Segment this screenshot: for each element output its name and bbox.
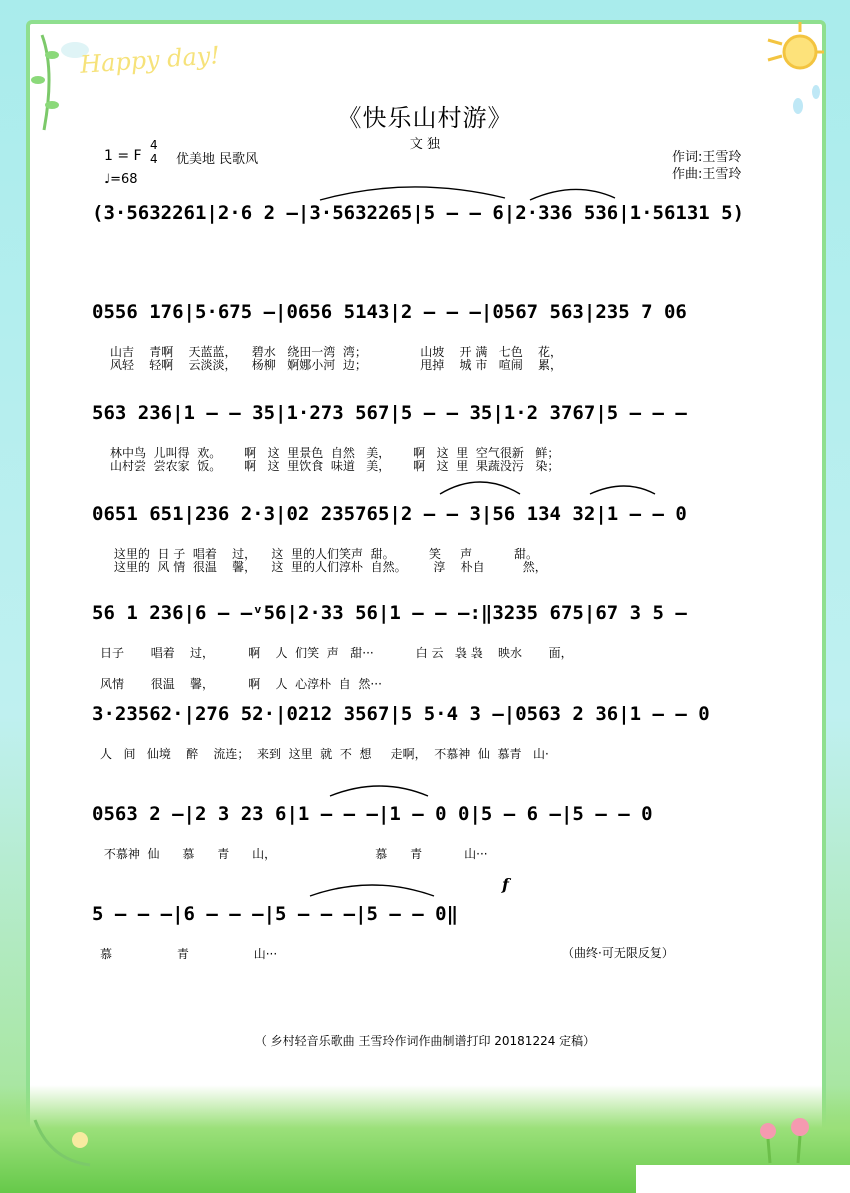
lyric-line: 山吉 青啊 天蓝蓝， 碧水 绕田一湾 湾； 山坡 开 满 七色 花， [110,345,563,359]
notation-line: 0651 651|236 2·3|02 235765|2 – – 3|56 134 32|1 – – 0 [92,503,687,525]
lyric-line: 林中鸟 儿叫得 欢。 啊 这 里景色 自然 美， 啊 这 里 空气很新 鲜； [110,446,560,460]
tempo-value: =68 [110,172,138,187]
notation-line: 56 1 236|6 – –ᵛ56|2·33 56|1 – – –:‖3235 675|67 3 5 – [92,602,687,624]
lyric-line: 不慕神 仙 慕 青 山， 慕 青 山··· [100,847,488,861]
bottom-edge [636,1165,850,1193]
notation-line: 3·23562·|276 52·|0212 3567|5 5·4 3 –|0563 2 36|1 – – 0 [92,703,710,725]
performance-type: 文 独 [409,137,441,152]
quarter-note-icon: ♩ [104,172,111,187]
time-signature [150,138,158,166]
key-signature: 1 = F [104,148,142,164]
corner-vine-icon [30,1110,100,1170]
lyric-line: 这里的 风 情 很温 馨， 这 里的人们淳朴 自然。 淳 朴自 然， [110,560,547,574]
dynamic-forte: f [502,875,509,894]
notation-line: 0556 176|5·675 –|0656 5143|2 – – –|0567 563|235 7 06 [92,301,687,323]
footer-note: （ 乡村轻音乐歌曲 王雪玲作词作曲制谱打印 20181224 定稿） [254,1034,596,1048]
notation-line: (3·5632261|2·6 2 –|3·5632265|5 – – 6|2·336 536|1·56131 5) [92,202,745,224]
lyric-line: 日子 唱着 过， 啊 人 们笑 声 甜··· 白 云 袅 袅 映水 面， [100,646,573,660]
end-note: （曲终·可无限反复） [562,946,674,960]
notation-line: 0563 2 –|2 3 23 6|1 – – –|1 – 0 0|5 – 6 –|5 – – 0 [92,803,653,825]
happy-day-text: Happy day! [79,41,221,79]
time-numerator: 4 [150,138,158,152]
score-sheet [26,20,826,1170]
song-title: 《快乐山村游》 [337,104,513,132]
time-denominator: 4 [150,152,158,166]
lyric-line: 风轻 轻啊 云淡淡， 杨柳 婀娜小河 边； 甩掉 城 市 喧闹 累， [110,358,563,372]
notation-line: 5 – – –|6 – – –|5 – – –|5 – – 0‖ [92,903,459,925]
tempo-marking [104,172,138,187]
lyric-line: 风情 很温 馨， 啊 人 心淳朴 自 然··· [100,677,382,691]
flowers-icon [752,1115,822,1165]
lyric-line: 山村尝 尝农家 饭。 啊 这 里饮食 味道 美， 啊 这 里 果蔬没污 染； [110,459,560,473]
notation-line: 563 236|1 – – 35|1·273 567|5 – – 35|1·2 3767|5 – – – [92,402,687,424]
lyric-line: 这里的 日 子 唱着 过， 这 里的人们笑声 甜。 笑 声 甜。 [110,547,539,561]
lyric-line: 慕 青 山··· [100,947,278,961]
style-label: 优美地 民歌风 [176,152,259,167]
lyric-line: 人 间 仙境 醉 流连； 来到 这里 就 不 想 走啊， 不慕神 仙 慕青 山· [100,747,549,761]
composer: 作曲:王雪玲 [672,167,742,182]
lyricist: 作词:王雪玲 [672,150,742,165]
